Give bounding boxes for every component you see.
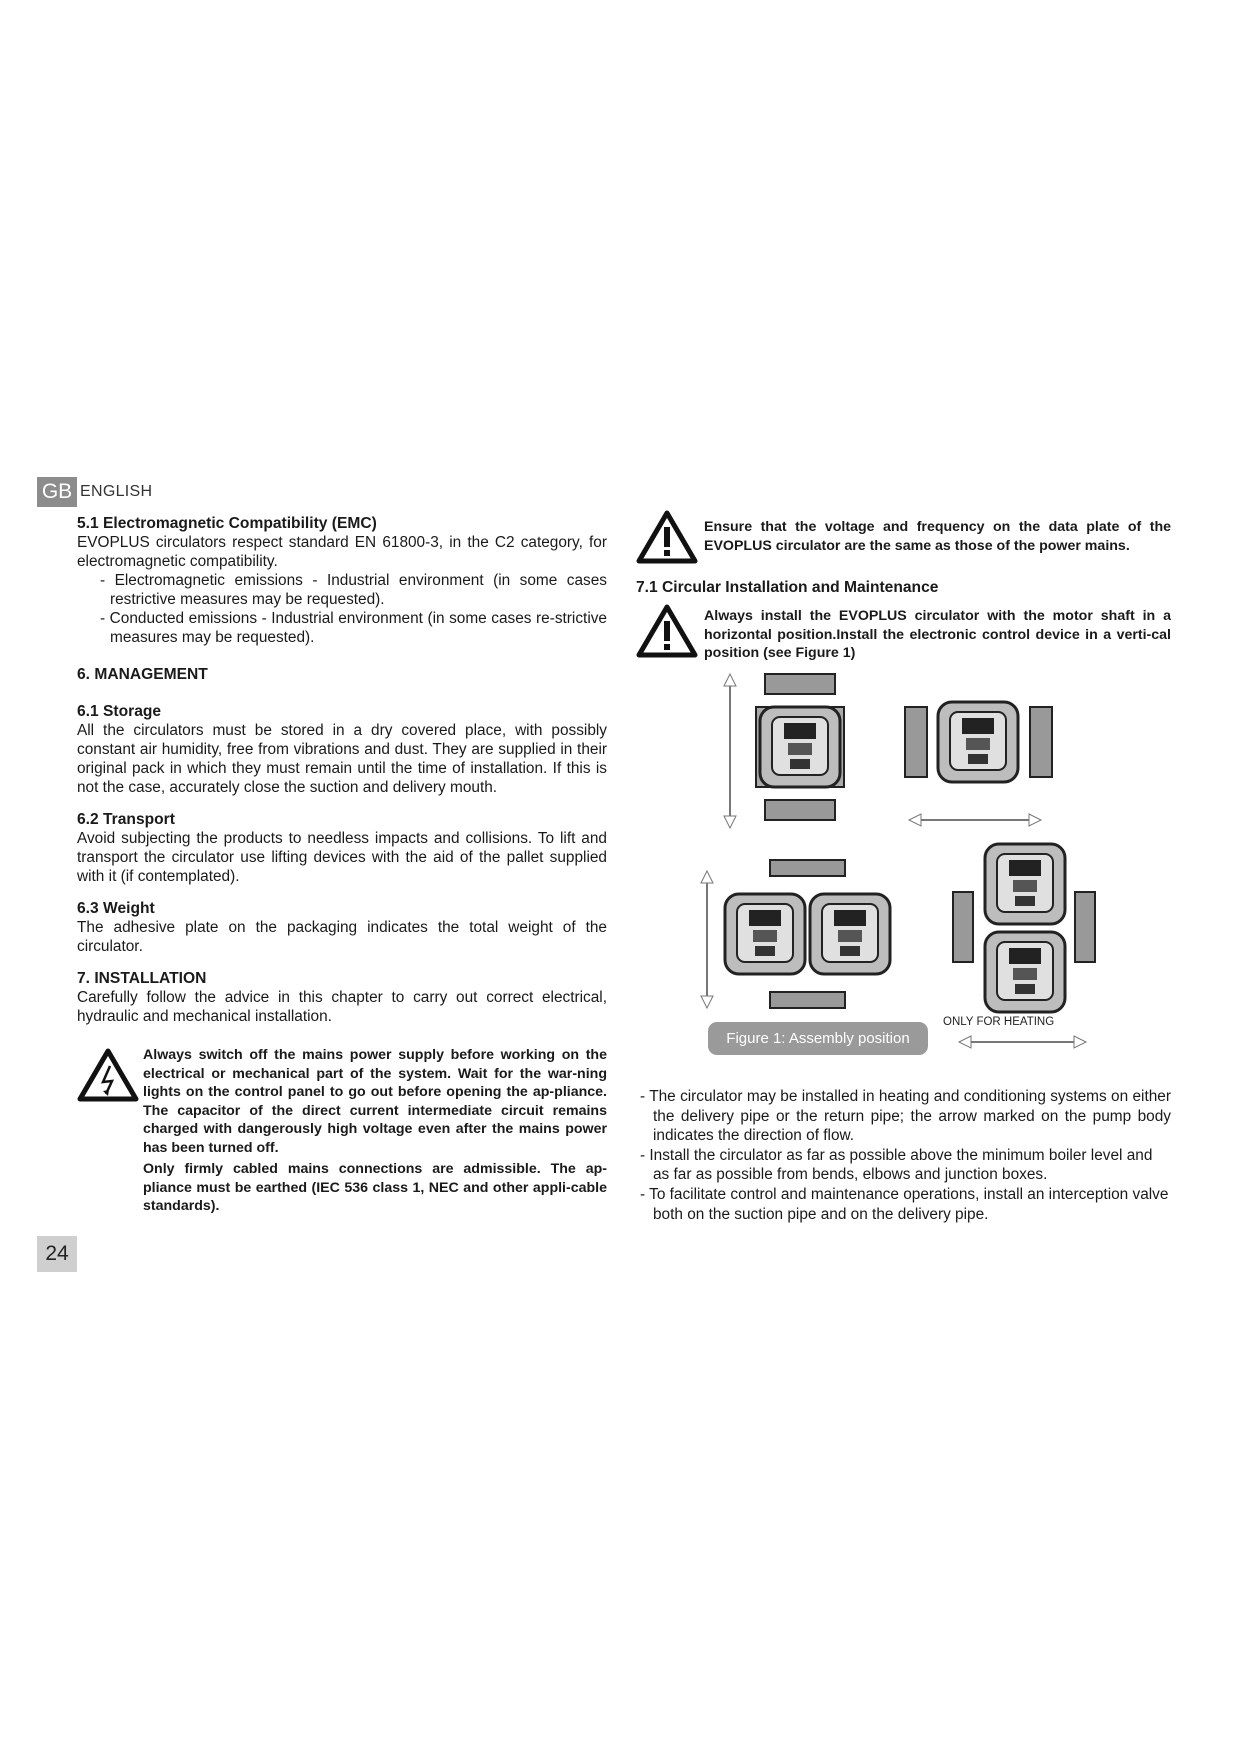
warning-electric-text-2: Only firmly cabled mains connections are admissible. The ap-pliance must be earthed (IEC 536 class 1, NEC and other appli-cable standards). — [143, 1161, 607, 1214]
left-column — [77, 514, 607, 1216]
warning-triangle-icon — [636, 604, 698, 658]
warning-electric-block — [77, 1046, 607, 1216]
bullet-item: - To facilitate control and maintenance operations, install an interception valve both on the suction pipe and on the delivery pipe. — [640, 1185, 1169, 1223]
section-5-1-item-1: - Electromagnetic emissions - Industrial environment (in some cases restrictive measures may be requested). — [100, 572, 607, 608]
installation-bullets — [636, 1087, 1171, 1224]
right-column — [636, 518, 1171, 663]
language-label: ENGLISH — [80, 483, 153, 500]
pump-vertical-single — [724, 674, 844, 828]
section-6-2-title: 6.2 Transport — [77, 811, 175, 828]
section-5-1-item-2: - Conducted emissions - Industrial environment (in some cases re-strictive measures may be requested). — [100, 610, 607, 646]
section-6-3-title: 6.3 Weight — [77, 900, 155, 917]
section-7-title: 7. INSTALLATION — [77, 970, 207, 987]
bullet-item: - The circulator may be installed in heating and conditioning systems on either the delivery pipe or the return pipe; the arrow marked on the pump body indicates the direction of flow. — [640, 1088, 1171, 1145]
warning-voltage-block — [636, 518, 1171, 564]
section-6-2-body: Avoid subjecting the products to needless impacts and collisions. To lift and transport the circulator use lifting devices with the aid of the pallet supplied with it (if contemplated). — [77, 830, 607, 885]
section-5-1-title: 5.1 Electromagnetic Compatibility (EMC) — [77, 515, 377, 532]
section-6-3-body: The adhesive plate on the packaging indicates the total weight of the circulator. — [77, 919, 607, 955]
warning-electric-text-1: Always switch off the mains power supply before working on the electrical or mechanical part of the system. Wait for the war-ning lights on the control panel to go out before opening the ap-pliance. The capacitor of the direct current intermediate circuit remains charged with dangerously high voltage even after the mains power has been turned off. — [143, 1047, 607, 1156]
warning-voltage-text: Ensure that the voltage and frequency on the data plate of the EVOPLUS circulator are the same as those of the power mains. — [704, 519, 1171, 554]
bullet-item: - Install the circulator as far as possible above the minimum boiler level and as far as possible from bends, elbows and junction boxes. — [640, 1146, 1153, 1184]
warning-install-block — [636, 607, 1171, 663]
language-tab: GB — [37, 477, 77, 507]
pump-horizontal-single — [905, 702, 1052, 826]
page-number: 24 — [37, 1236, 77, 1272]
figure-caption: Figure 1: Assembly position — [708, 1022, 928, 1055]
warning-triangle-icon — [636, 510, 698, 564]
pump-twin-vertical — [701, 860, 890, 1008]
only-for-heating-label: ONLY FOR HEATING — [943, 1016, 1055, 1028]
section-7-body: Carefully follow the advice in this chapter to carry out correct electrical, hydraulic and mechanical installation. — [77, 989, 607, 1025]
section-7-1-title: 7.1 Circular Installation and Maintenance — [636, 579, 939, 596]
warning-install-text: Always install the EVOPLUS circulator with the motor shaft in a horizontal position.Install the electronic control device in a verti-cal position (see Figure 1) — [704, 608, 1171, 661]
warning-electric-icon — [77, 1048, 139, 1102]
section-6-1-title: 6.1 Storage — [77, 703, 162, 720]
section-6-title: 6. MANAGEMENT — [77, 666, 208, 683]
section-5-1-body: EVOPLUS circulators respect standard EN 61800-3, in the C2 category, for electromagnetic compatibility. — [77, 534, 607, 570]
assembly-position-figure — [685, 672, 1205, 1054]
section-6-1-body: All the circulators must be stored in a dry covered place, with possibly constant air humidity, free from vibrations and dust. They are supplied in their original pack in which they must remain until the time of installation. If this is not the case, accurately close the suction and delivery mouth. — [77, 722, 607, 796]
